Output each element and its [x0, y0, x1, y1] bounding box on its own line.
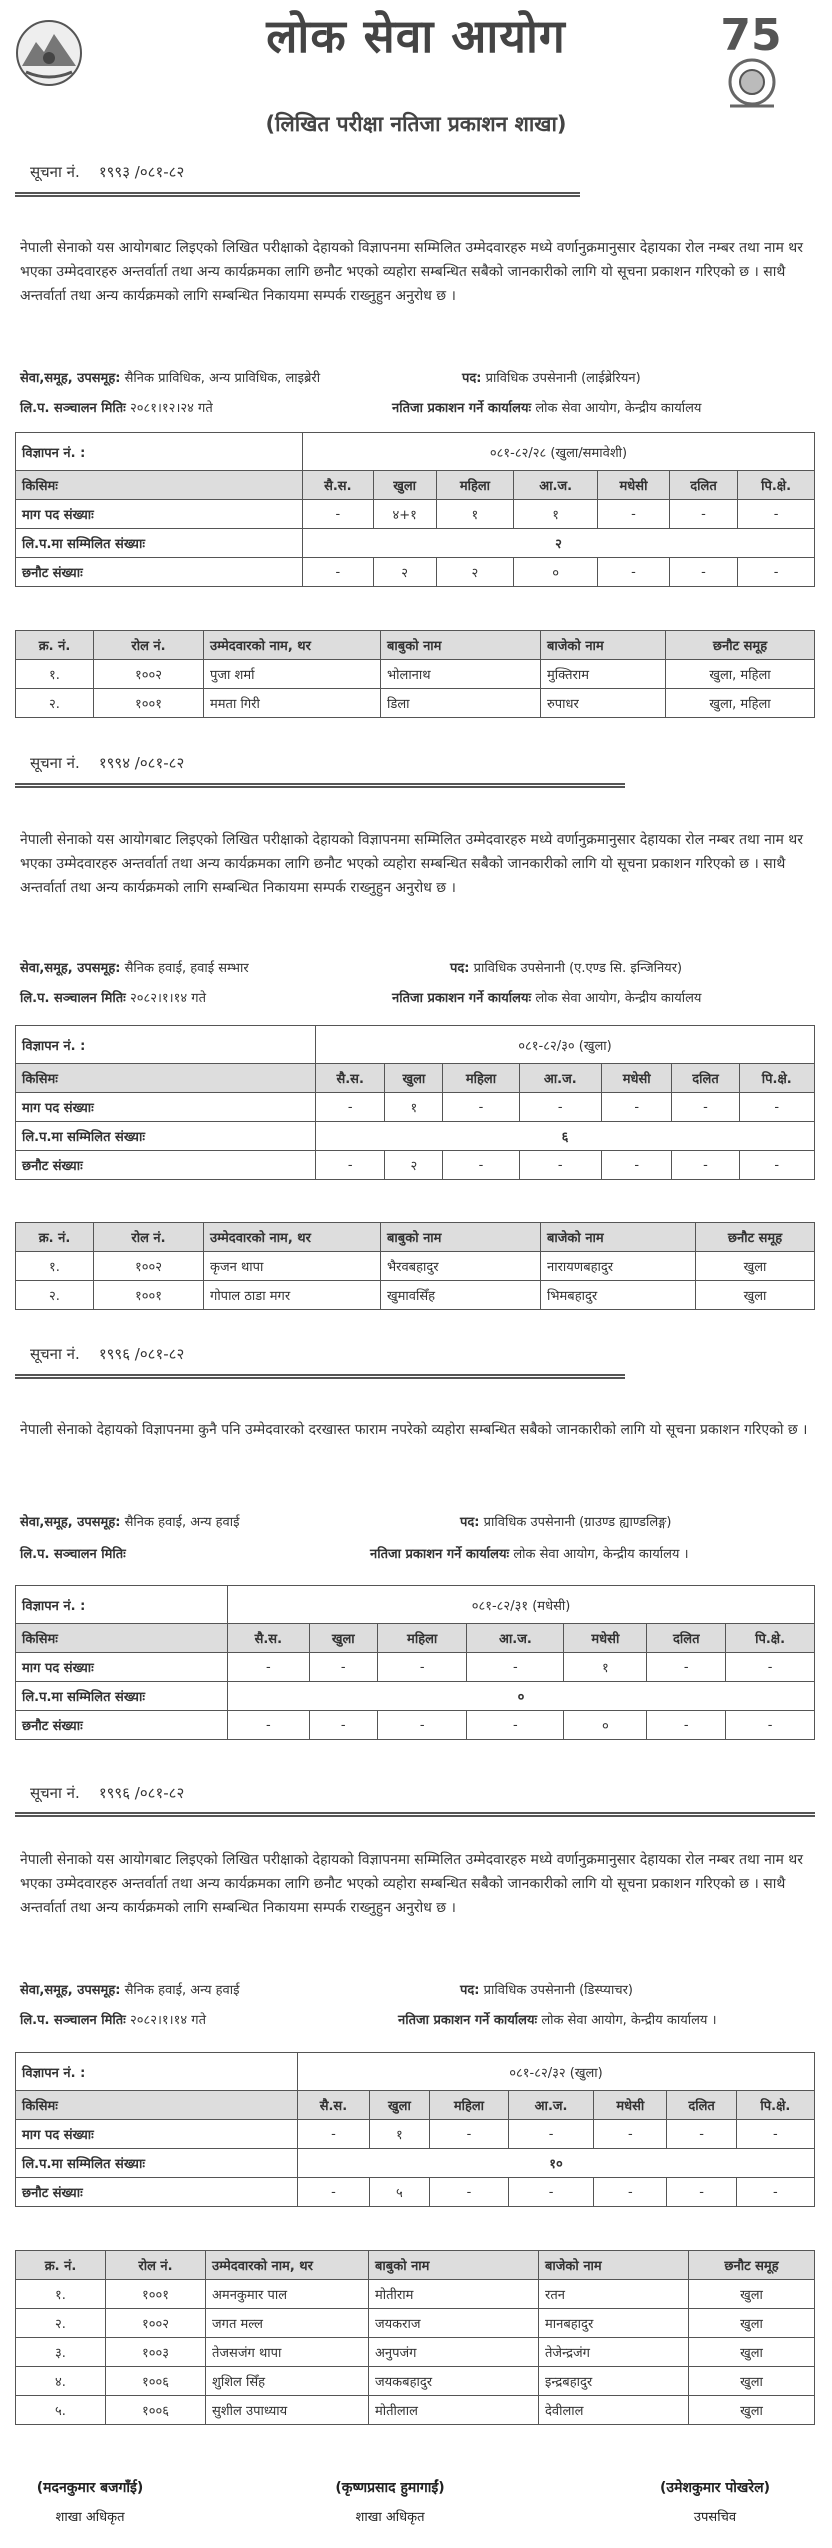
table-cell: - — [377, 1711, 467, 1740]
table-cell: लि.प.मा सम्मिलित संख्याः — [16, 1122, 316, 1151]
exam-date-line: लि.प. सञ्चालन मितिः २०८२।१।१४ गते — [20, 2013, 206, 2028]
table-cell: दलित — [672, 1064, 739, 1093]
notice-number: सूचना नं. १९९६ /०८१-८२ — [30, 1784, 185, 1802]
table-cell: ६ — [316, 1122, 815, 1151]
table-cell: बाबुको नाम — [381, 1223, 541, 1252]
table-cell: १००२ — [94, 1252, 204, 1281]
table-cell: २ — [385, 1151, 443, 1180]
notice-number: सूचना नं. १९९३ /०८१-८२ — [30, 163, 185, 181]
table-cell: लि.प.मा सम्मिलित संख्याः — [16, 1682, 228, 1711]
exam-date-line: लि.प. सञ्चालन मितिः २०८२।१।१४ गते — [20, 991, 206, 1006]
table-cell: मधेसी — [598, 471, 670, 500]
table-cell: छनौट समूह — [666, 631, 815, 660]
divider — [15, 1812, 815, 1817]
table-cell: - — [303, 558, 374, 587]
office-line: नतिजा प्रकाशन गर्ने कार्यालयः लोक सेवा आयोग, केन्द्रीय कार्यालय । — [398, 2013, 717, 2028]
table-cell: १००१ — [94, 689, 204, 718]
table-cell: दलित — [669, 471, 737, 500]
exam-date-line: लि.प. सञ्चालन मितिः — [20, 1547, 126, 1562]
table-cell: २. — [16, 689, 94, 718]
table-cell: लि.प.मा सम्मिलित संख्याः — [16, 529, 303, 558]
table-cell: - — [430, 2178, 509, 2207]
table-cell: गोपाल ठाडा मगर — [204, 1281, 381, 1310]
table-cell: उम्मेदवारको नाम, थर — [204, 1223, 381, 1252]
candidate-table — [15, 630, 815, 718]
vacancy-table — [15, 1585, 815, 1740]
table-cell: १००३ — [106, 2338, 206, 2367]
table-cell: १००६ — [106, 2367, 206, 2396]
table-cell: १. — [16, 2280, 106, 2309]
table-cell: खुला — [309, 1624, 377, 1653]
signature-block: (कृष्णप्रसाद हुमागाईं) शाखा अधिकृत — [335, 2480, 445, 2525]
table-cell: पि.क्षे. — [739, 1064, 815, 1093]
table-cell: - — [303, 500, 374, 529]
table-cell: माग पद संख्याः — [16, 500, 303, 529]
vacancy-table — [15, 1025, 815, 1180]
table-cell: अनुपजंग — [369, 2338, 539, 2367]
page-subtitle: (लिखित परीक्षा नतिजा प्रकाशन शाखा) — [265, 112, 567, 136]
table-cell: ५ — [369, 2178, 429, 2207]
table-cell: खुला — [696, 1252, 815, 1281]
table-cell: - — [594, 2120, 667, 2149]
notice-paragraph: नेपाली सेनाको देहायको विज्ञापनमा कुनै पनि उम्मेदवारको दरखास्त फाराम नपरेको व्यहोरा सम्बन्धित सबैको जानकारीको लागि यो सूचना प्रकाशन गरिएको छ । — [20, 1422, 808, 1438]
table-cell: महिला — [430, 2091, 509, 2120]
table-cell: भोलानाथ — [381, 660, 541, 689]
table-cell: क्र. नं. — [16, 631, 94, 660]
table-row — [16, 2280, 815, 2309]
table-row — [16, 2309, 815, 2338]
table-cell: १००१ — [94, 1281, 204, 1310]
table-cell: भैरवबहादुर — [381, 1252, 541, 1281]
table-cell: छनौट संख्याः — [16, 558, 303, 587]
table-cell: ० — [514, 558, 598, 587]
table-cell: - — [726, 1653, 815, 1682]
table-cell: २ — [373, 558, 436, 587]
table-cell: जगत मल्ल — [206, 2309, 369, 2338]
notice-paragraph: नेपाली सेनाको यस आयोगबाट लिइएको लिखित परीक्षाको देहायको विज्ञापनमा सम्मिलित उम्मेदवारहरु मध्ये वर्णानुक्रमानुसार देहायका रोल नम्बर तथा नाम थर भएका उम्मेदवारहरु अन्तर्वार्ता तथा अन्य कार्यक्रमका लागि छनौट भएको व्यहोरा सम्बन्धित सबैको जानकारीको लागि यो सूचना प्रकाशन गरिएको छ । साथै अन्तर्वार्ता तथा अन्य कार्यक्रमको लागि सम्बन्धित निकायमा सम्पर्क राख्नुहुन अनुरोध छ । — [20, 832, 803, 896]
table-cell: मधेसी — [594, 2091, 667, 2120]
notice-paragraph: नेपाली सेनाको यस आयोगबाट लिइएको लिखित परीक्षाको देहायको विज्ञापनमा सम्मिलित उम्मेदवारहरु मध्ये वर्णानुक्रमानुसार देहायका रोल नम्बर तथा नाम थर भएका उम्मेदवारहरु अन्तर्वार्ता तथा अन्य कार्यक्रमका लागि छनौट भएको व्यहोरा सम्बन्धित सबैको जानकारीको लागि यो सूचना प्रकाशन गरिएको छ । साथै अन्तर्वार्ता तथा अन्य कार्यक्रमको लागि सम्बन्धित निकायमा सम्पर्क राख्नुहुन अनुरोध छ । — [20, 1852, 803, 1916]
table-cell: १. — [16, 1252, 94, 1281]
table-cell: - — [672, 1093, 739, 1122]
table-cell: किसिमः — [16, 1064, 316, 1093]
table-cell: तेजसजंग थापा — [206, 2338, 369, 2367]
table-cell: खुमावसिँह — [381, 1281, 541, 1310]
table-cell: ०८१-८२/३२ (खुला) — [298, 2053, 815, 2091]
table-cell: २ — [436, 558, 514, 587]
table-cell: खुला, महिला — [666, 689, 815, 718]
post-line: पद: प्राविधिक उपसेनानी (लाईब्रेरियन) — [462, 371, 641, 386]
table-cell: रोल नं. — [94, 631, 204, 660]
table-cell: छनौट संख्याः — [16, 1711, 228, 1740]
table-cell: - — [508, 2178, 593, 2207]
office-line: नतिजा प्रकाशन गर्ने कार्यालयः लोक सेवा आयोग, केन्द्रीय कार्यालय — [392, 401, 702, 416]
table-cell: छनौट संख्याः — [16, 1151, 316, 1180]
table-cell: किसिमः — [16, 1624, 228, 1653]
table-cell: - — [594, 2178, 667, 2207]
table-cell: ५. — [16, 2396, 106, 2425]
table-cell: कृजन थापा — [204, 1252, 381, 1281]
table-cell: सै.स. — [298, 2091, 370, 2120]
table-cell: १००१ — [106, 2280, 206, 2309]
table-cell: खुला, महिला — [666, 660, 815, 689]
table-cell: २. — [16, 1281, 94, 1310]
table-cell: अमनकुमार पाल — [206, 2280, 369, 2309]
table-cell: ममता गिरी — [204, 689, 381, 718]
divider — [15, 783, 625, 788]
table-row — [16, 2396, 815, 2425]
table-cell: खुला — [385, 1064, 443, 1093]
table-cell: - — [647, 1653, 726, 1682]
table-cell: देवीलाल — [539, 2396, 689, 2425]
table-cell: रोल नं. — [106, 2251, 206, 2280]
table-cell: १ — [514, 500, 598, 529]
table-cell: २. — [16, 2309, 106, 2338]
table-cell: - — [519, 1151, 601, 1180]
post-line: पद: प्राविधिक उपसेनानी (ग्राउण्ड ह्याण्डलिङ्ग) — [460, 1515, 672, 1530]
signature-block: (मदनकुमार बजगाँई) शाखा अधिकृत — [36, 2480, 144, 2525]
table-cell: - — [443, 1093, 519, 1122]
table-cell: - — [739, 1093, 815, 1122]
service-line: सेवा,समूह, उपसमूह: सैनिक प्राविधिक, अन्य प्राविधिक, लाइब्रेरी — [20, 371, 321, 386]
table-cell: विज्ञापन नं. : — [16, 1026, 316, 1064]
table-cell: १. — [16, 660, 94, 689]
signature-block: (उमेशकुमार पोखरेल) उपसचिव — [660, 2480, 770, 2525]
table-row — [16, 689, 815, 718]
table-cell: - — [601, 1093, 672, 1122]
table-cell: - — [738, 558, 815, 587]
table-cell: क्र. नं. — [16, 2251, 106, 2280]
divider — [15, 1374, 625, 1379]
table-row — [16, 660, 815, 689]
table-cell: १००२ — [94, 660, 204, 689]
table-cell: खुला — [689, 2396, 815, 2425]
table-cell: विज्ञापन नं. : — [16, 1586, 228, 1624]
table-cell: पि.क्षे. — [736, 2091, 814, 2120]
table-cell: - — [467, 1653, 564, 1682]
table-cell: - — [309, 1711, 377, 1740]
table-cell: - — [298, 2178, 370, 2207]
table-cell: खुला — [689, 2280, 815, 2309]
table-cell: मोतीलाल — [369, 2396, 539, 2425]
notice-number: सूचना नं. १९९४ /०८१-८२ — [30, 754, 185, 772]
table-cell: - — [508, 2120, 593, 2149]
table-cell: - — [228, 1653, 310, 1682]
table-cell: विज्ञापन नं. : — [16, 433, 303, 471]
table-cell: मानबहादुर — [539, 2309, 689, 2338]
table-cell: किसिमः — [16, 471, 303, 500]
table-cell: मोतीराम — [369, 2280, 539, 2309]
vacancy-table — [15, 432, 815, 587]
table-cell: - — [598, 500, 670, 529]
table-row — [16, 1281, 815, 1310]
table-cell: - — [467, 1711, 564, 1740]
table-cell: खुला — [696, 1281, 815, 1310]
table-cell: १ — [564, 1653, 647, 1682]
table-cell: मधेसी — [564, 1624, 647, 1653]
table-cell: आ.ज. — [514, 471, 598, 500]
table-cell: लि.प.मा सम्मिलित संख्याः — [16, 2149, 298, 2178]
table-cell: - — [377, 1653, 467, 1682]
table-cell: १००६ — [106, 2396, 206, 2425]
table-cell: पुजा शर्मा — [204, 660, 381, 689]
table-cell: छनौट समूह — [696, 1223, 815, 1252]
table-cell: आ.ज. — [467, 1624, 564, 1653]
divider — [15, 192, 580, 197]
table-cell: डिला — [381, 689, 541, 718]
table-cell: उम्मेदवारको नाम, थर — [204, 631, 381, 660]
table-cell: मुक्तिराम — [541, 660, 666, 689]
table-cell: भिमबहादुर — [541, 1281, 696, 1310]
table-cell: - — [738, 500, 815, 529]
vacancy-table — [15, 2052, 815, 2207]
notice-paragraph: नेपाली सेनाको यस आयोगबाट लिइएको लिखित परीक्षाको देहायको विज्ञापनमा सम्मिलित उम्मेदवारहरु मध्ये वर्णानुक्रमानुसार देहायका रोल नम्बर तथा नाम थर भएका उम्मेदवारहरु अन्तर्वार्ता तथा अन्य कार्यक्रमका लागि छनौट भएको व्यहोरा सम्बन्धित सबैको जानकारीको लागि यो सूचना प्रकाशन गरिएको छ । साथै अन्तर्वार्ता तथा अन्य कार्यक्रमको लागि सम्बन्धित निकायमा सम्पर्क राख्नुहुन अनुरोध छ । — [20, 240, 803, 304]
table-cell: - — [598, 558, 670, 587]
table-cell: सुशील उपाध्याय — [206, 2396, 369, 2425]
table-cell: रतन — [539, 2280, 689, 2309]
table-cell: छनौट समूह — [689, 2251, 815, 2280]
table-cell: विज्ञापन नं. : — [16, 2053, 298, 2091]
table-cell: ३. — [16, 2338, 106, 2367]
table-cell: - — [647, 1711, 726, 1740]
table-cell: बाजेको नाम — [541, 1223, 696, 1252]
service-line: सेवा,समूह, उपसमूह: सैनिक हवाई, अन्य हवाई — [20, 1515, 240, 1530]
table-cell: - — [736, 2120, 814, 2149]
table-cell: खुला — [689, 2367, 815, 2396]
table-cell: खुला — [689, 2309, 815, 2338]
table-cell: - — [739, 1151, 815, 1180]
table-cell: माग पद संख्याः — [16, 2120, 298, 2149]
candidate-table — [15, 2250, 815, 2425]
table-cell: - — [316, 1151, 385, 1180]
table-cell: - — [669, 500, 737, 529]
table-cell: सै.स. — [316, 1064, 385, 1093]
table-cell: बाबुको नाम — [381, 631, 541, 660]
table-cell: सै.स. — [303, 471, 374, 500]
service-line: सेवा,समूह, उपसमूह: सैनिक हवाई, हवाई सम्भार — [20, 961, 249, 976]
table-cell: ०८१-८२/३० (खुला) — [316, 1026, 815, 1064]
candidate-table — [15, 1222, 815, 1310]
table-cell: रोल नं. — [94, 1223, 204, 1252]
table-row — [16, 2338, 815, 2367]
table-cell: रुपाधर — [541, 689, 666, 718]
exam-date-line: लि.प. सञ्चालन मितिः २०८१।१२।२४ गते — [20, 401, 213, 416]
table-cell: - — [736, 2178, 814, 2207]
anniversary-logo-icon — [715, 4, 790, 116]
table-cell: - — [669, 558, 737, 587]
table-cell: खुला — [373, 471, 436, 500]
table-cell: - — [601, 1151, 672, 1180]
table-cell: ० — [228, 1682, 815, 1711]
table-cell: - — [726, 1711, 815, 1740]
table-cell: पि.क्षे. — [738, 471, 815, 500]
office-line: नतिजा प्रकाशन गर्ने कार्यालयः लोक सेवा आयोग, केन्द्रीय कार्यालय । — [370, 1547, 689, 1562]
logo-number: 75 — [720, 10, 782, 61]
table-cell: ०८१-८२/२८ (खुला/समावेशी) — [303, 433, 815, 471]
table-cell: किसिमः — [16, 2091, 298, 2120]
table-cell: २ — [303, 529, 815, 558]
service-line: सेवा,समूह, उपसमूह: सैनिक हवाई, अन्य हवाई — [20, 1983, 240, 1998]
table-cell: बाजेको नाम — [541, 631, 666, 660]
table-cell: - — [316, 1093, 385, 1122]
notice-number: सूचना नं. १९९६ /०८१-८२ — [30, 1345, 185, 1363]
table-row — [16, 1252, 815, 1281]
table-cell: १० — [298, 2149, 815, 2178]
table-cell: मधेसी — [601, 1064, 672, 1093]
table-cell: जयकबहादुर — [369, 2367, 539, 2396]
table-cell: - — [672, 1151, 739, 1180]
table-cell: - — [519, 1093, 601, 1122]
page-title: लोक सेवा आयोग — [266, 9, 566, 63]
table-cell: ४+१ — [373, 500, 436, 529]
table-cell: आ.ज. — [519, 1064, 601, 1093]
table-cell: १ — [436, 500, 514, 529]
table-cell: - — [309, 1653, 377, 1682]
table-cell: छनौट संख्याः — [16, 2178, 298, 2207]
table-cell: नारायणबहादुर — [541, 1252, 696, 1281]
table-cell: १००२ — [106, 2309, 206, 2338]
table-cell: - — [443, 1151, 519, 1180]
table-cell: महिला — [377, 1624, 467, 1653]
table-cell: बाजेको नाम — [539, 2251, 689, 2280]
table-cell: इन्द्रबहादुर — [539, 2367, 689, 2396]
table-cell: - — [298, 2120, 370, 2149]
table-cell: दलित — [667, 2091, 736, 2120]
table-cell: - — [430, 2120, 509, 2149]
page-header — [0, 0, 832, 170]
table-cell: आ.ज. — [508, 2091, 593, 2120]
table-cell: जयकराज — [369, 2309, 539, 2338]
table-cell: तेजेन्द्रजंग — [539, 2338, 689, 2367]
table-cell: माग पद संख्याः — [16, 1093, 316, 1122]
table-cell: ०८१-८२/३१ (मधेसी) — [228, 1586, 815, 1624]
table-cell: ० — [564, 1711, 647, 1740]
table-cell: माग पद संख्याः — [16, 1653, 228, 1682]
table-cell: क्र. नं. — [16, 1223, 94, 1252]
table-cell: खुला — [369, 2091, 429, 2120]
table-cell: खुला — [689, 2338, 815, 2367]
table-row — [16, 2367, 815, 2396]
table-cell: ४. — [16, 2367, 106, 2396]
table-cell: - — [667, 2178, 736, 2207]
table-cell: - — [667, 2120, 736, 2149]
table-cell: महिला — [436, 471, 514, 500]
table-cell: बाबुको नाम — [369, 2251, 539, 2280]
table-cell: महिला — [443, 1064, 519, 1093]
table-cell: पि.क्षे. — [726, 1624, 815, 1653]
office-line: नतिजा प्रकाशन गर्ने कार्यालयः लोक सेवा आयोग, केन्द्रीय कार्यालय — [392, 991, 702, 1006]
post-line: पद: प्राविधिक उपसेनानी (ए.एण्ड सि. इन्जिनियर) — [450, 961, 683, 976]
table-cell: १ — [385, 1093, 443, 1122]
table-cell: - — [228, 1711, 310, 1740]
table-cell: सै.स. — [228, 1624, 310, 1653]
table-cell: दलित — [647, 1624, 726, 1653]
table-cell: उम्मेदवारको नाम, थर — [206, 2251, 369, 2280]
table-cell: १ — [369, 2120, 429, 2149]
table-cell: शुशिल सिँह — [206, 2367, 369, 2396]
post-line: पद: प्राविधिक उपसेनानी (डिस्प्याचर) — [460, 1983, 633, 1998]
